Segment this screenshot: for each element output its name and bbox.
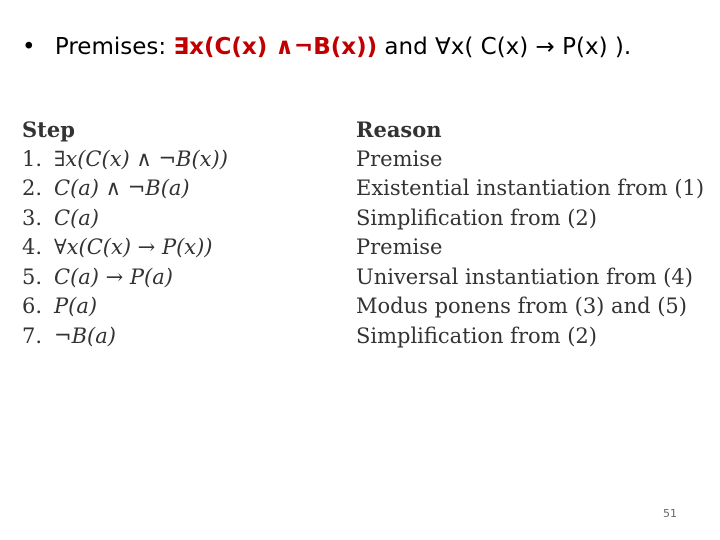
step-statement: ∀x(C(x) → P(x)) bbox=[54, 235, 213, 259]
step-number: 7. bbox=[22, 323, 43, 348]
step-reason: Modus ponens from (3) and (5) bbox=[356, 294, 687, 318]
step-reason: Simplification from (2) bbox=[356, 205, 597, 230]
proof-row bbox=[22, 206, 712, 236]
step-statement: C(a) ∧ ¬B(a) bbox=[54, 176, 190, 200]
proof-table bbox=[22, 117, 712, 353]
proof-header bbox=[22, 117, 712, 147]
step-number: 1. bbox=[22, 146, 43, 171]
step-number: 2. bbox=[22, 176, 43, 200]
premise-formula-universal: ∀x( C(x) → P(x) ). bbox=[435, 34, 632, 60]
step-reason: Universal instantiation from (4) bbox=[356, 264, 693, 289]
step-number: 6. bbox=[22, 294, 43, 318]
premises-connector: and bbox=[384, 34, 428, 60]
proof-row bbox=[22, 176, 712, 206]
header-step: Step bbox=[22, 117, 75, 142]
step-statement: P(a) bbox=[54, 294, 98, 318]
premises-bullet bbox=[22, 24, 712, 70]
step-number: 4. bbox=[22, 235, 43, 259]
bullet-dot: • bbox=[22, 34, 36, 60]
step-reason: Premise bbox=[356, 235, 443, 259]
step-reason: Premise bbox=[356, 146, 443, 171]
slide-number: 51 bbox=[663, 507, 677, 520]
proof-row bbox=[22, 147, 712, 177]
step-statement: C(a) → P(a) bbox=[54, 264, 173, 289]
step-statement: C(a) bbox=[54, 205, 99, 230]
step-reason: Existential instantiation from (1) bbox=[356, 176, 705, 200]
proof-row bbox=[22, 294, 712, 324]
step-reason: Simplification from (2) bbox=[356, 323, 597, 348]
step-number: 5. bbox=[22, 264, 43, 289]
header-reason: Reason bbox=[356, 117, 442, 142]
step-statement: ¬B(a) bbox=[54, 323, 116, 348]
proof-row bbox=[22, 324, 712, 354]
step-statement: ∃x(C(x) ∧ ¬B(x)) bbox=[54, 146, 228, 171]
proof-row bbox=[22, 235, 712, 265]
proof-row bbox=[22, 265, 712, 295]
step-number: 3. bbox=[22, 205, 43, 230]
premise-formula-existential: ∃x(C(x) ∧¬B(x)) bbox=[173, 34, 378, 60]
premises-label: Premises: bbox=[54, 34, 167, 60]
